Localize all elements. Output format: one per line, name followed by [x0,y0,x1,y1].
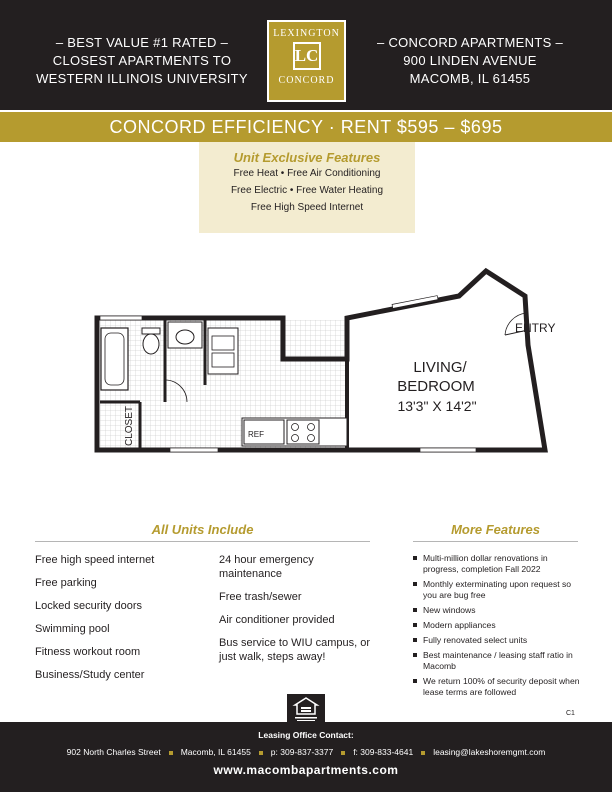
amenity-item: 24 hour emergency maintenance [219,554,314,580]
feature-bullet: We return 100% of security deposit when lease terms are followed [413,676,583,698]
feature-bullet: Best maintenance / leasing staff ratio in Macomb [413,650,583,672]
separator-square [421,751,425,755]
amenity-item: Bus service to WIU campus, or just walk, steps away! [219,637,370,663]
window [100,316,142,320]
address-line: MACOMB, IL 61455 [409,71,531,86]
more-features-title: More Features [451,522,540,537]
contact-title: Leasing Office Contact: [258,730,354,740]
amenity-item: Free parking [35,577,97,589]
header-band [0,0,612,110]
kitchen-sink-basin [212,336,234,350]
unit-features-box [199,142,415,233]
lexington-concord-logo [267,20,346,102]
equal-housing-icon [287,694,325,724]
header-address [350,34,590,88]
stove [287,420,319,444]
office-phone[interactable]: p: 309-837-3377 [270,747,334,757]
contact-row [0,747,612,757]
room-name-line-2: BEDROOM [397,378,475,395]
amenity-item: Free high speed internet [35,554,155,566]
separator-square [341,751,345,755]
ref-label: REF [248,430,264,439]
closet-label: CLOSET [124,405,135,446]
header-tagline [22,34,262,88]
floor-plan [0,240,612,480]
bathtub-inner [105,333,124,385]
entry-label: ENTRY [515,321,556,335]
separator-square [169,751,173,755]
amenity-item: Locked security doors [35,600,142,612]
window [420,448,476,452]
feature-bullet: Modern appliances [413,620,583,631]
window [170,448,218,452]
office-address: 902 North Charles Street [66,747,161,757]
room-name-line-1: LIVING/ [413,359,467,376]
footer-band [0,722,612,792]
amenity-item: Swimming pool [35,623,110,635]
all-units-column-2 [219,553,379,673]
tagline-line: – BEST VALUE #1 RATED – [55,35,229,50]
logo-top-text: LEXINGTON [273,28,340,39]
page-code: C1 [566,710,575,717]
unit-title-bar: CONCORD EFFICIENCY · RENT $595 – $695 [0,112,612,142]
toilet [143,334,159,354]
all-units-column-1 [35,553,205,691]
equal-housing-logo [287,694,325,724]
unit-features-title: Unit Exclusive Features [233,150,381,165]
address-line: 900 LINDEN AVENUE [403,53,537,68]
room-dimensions: 13'3" X 14'2" [397,398,477,414]
amenity-item: Fitness workout room [35,646,141,658]
logo-monogram: LC [293,42,321,70]
more-features-list [413,553,583,702]
feature-bullet: Monthly exterminating upon request so you are bug free [413,579,583,601]
feature-bullet: Multi-million dollar renovations in progress, completion Fall 2022 [413,553,583,575]
office-email[interactable]: leasing@lakeshoremgmt.com [433,747,546,757]
separator-square [259,751,263,755]
feature-bullet: Fully renovated select units [413,635,583,646]
more-features-rule [413,541,578,542]
address-line: – CONCORD APARTMENTS – [377,35,563,50]
unit-feature-line: Free Heat • Free Air Conditioning [233,168,381,179]
bath-sink [176,330,194,344]
all-units-rule [35,541,370,542]
kitchen-sink-basin [212,353,234,367]
website-link[interactable]: www.macombapartments.com [213,763,399,777]
toilet-tank [142,328,160,334]
all-units-title: All Units Include [151,522,254,537]
amenity-item: Business/Study center [35,669,145,681]
unit-feature-line: Free Electric • Free Water Heating [230,185,384,196]
unit-feature-line: Free High Speed Internet [250,202,364,213]
tagline-line: CLOSEST APARTMENTS TO [52,53,232,68]
office-city: Macomb, IL 61455 [180,747,251,757]
feature-bullet: New windows [413,605,583,616]
amenity-item: Air conditioner provided [219,614,335,626]
office-fax: f: 309-833-4641 [353,747,414,757]
logo-bottom-text: CONCORD [278,75,335,86]
tagline-line: WESTERN ILLINOIS UNIVERSITY [36,71,248,86]
amenity-item: Free trash/sewer [219,591,302,603]
